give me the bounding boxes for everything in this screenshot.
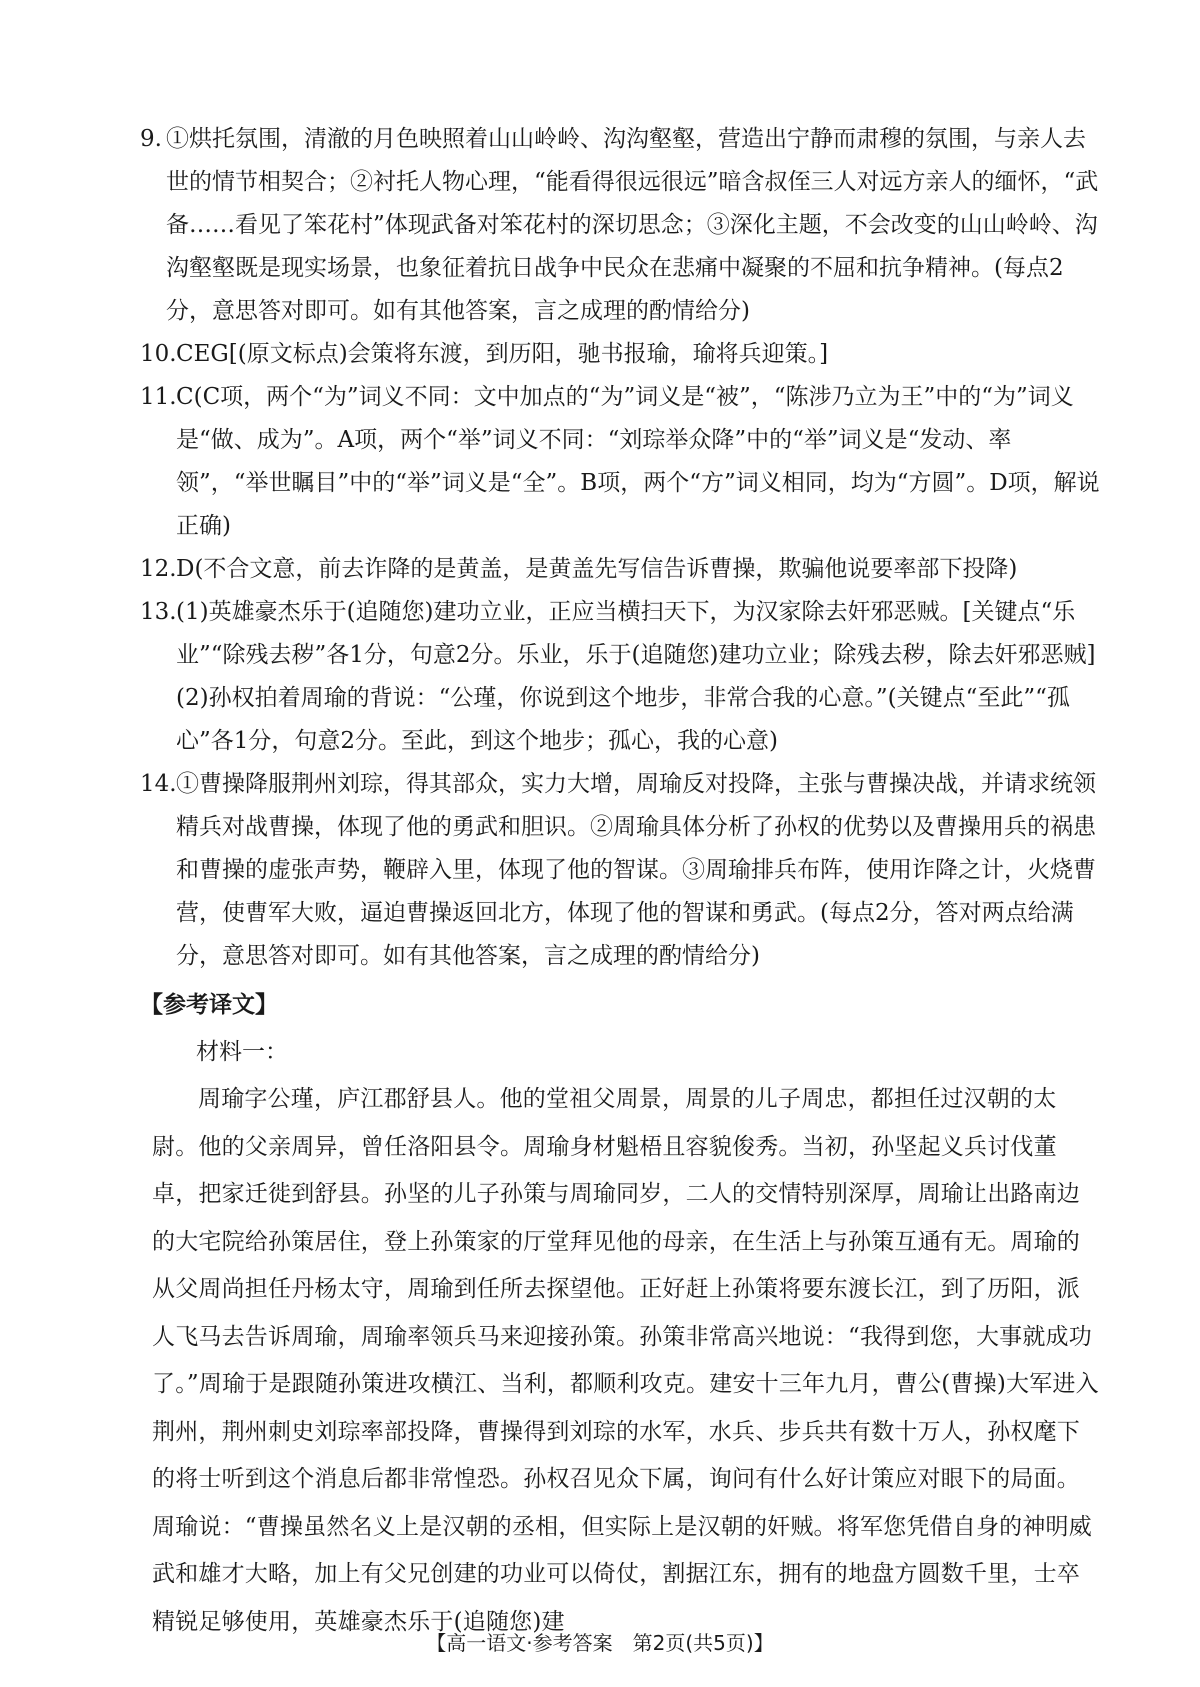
answer-number: 12. [140, 556, 177, 582]
answer-text: CEG[(原文标点)会策将东渡，到历阳，驰书报瑜，瑜将兵迎策。] [176, 341, 829, 367]
section-title: 【参考译文】 [140, 992, 278, 1018]
answer-number: 10. [140, 341, 177, 367]
answer-item-14 [140, 763, 1100, 978]
answer-number: 14. [140, 771, 177, 797]
translation-paragraph: 周瑜字公瑾，庐江郡舒县人。他的堂祖父周景，周景的儿子周忠，都担任过汉朝的太尉。他的父亲周异，曾任洛阳县令。周瑜身材魁梧且容貌俊秀。当初，孙坚起义兵讨伐董卓，把家迁徙到舒县。孙坚的儿子孙策与周瑜同岁，二人的交情特别深厚，周瑜让出路南边的大宅院给孙策居住，登上孙策家的厅堂拜见他的母亲，在生活上与孙策互通有无。周瑜的从父周尚担任丹杨太守，周瑜到任所去探望他。正好赶上孙策将要东渡长江，到了历阳，派人飞马去告诉周瑜，周瑜率领兵马来迎接孙策。孙策非常高兴地说：“我得到您，大事就成功了。”周瑜于是跟随孙策进攻横江、当利，都顺利攻克。建安十三年九月，曹公(曹操)大军进入荆州，荆州刺史刘琮率部投降，曹操得到刘琮的水军，水兵、步兵共有数十万人，孙权麾下的将士听到这个消息后都非常惶恐。孙权召见众下属，询问有什么好计策应对眼下的局面。周瑜说：“曹操虽然名义上是汉朝的丞相，但实际上是汉朝的奸贼。将军您凭借自身的神明威武和雄才大略，加上有父兄创建的功业可以倚仗，割据江东，拥有的地盘方圆数千里，士卒精锐足够使用，英雄豪杰乐于(追随您)建 [152, 1086, 1099, 1635]
answer-text: ①曹操降服荆州刘琮，得其部众，实力大增，周瑜反对投降，主张与曹操决战，并请求统领精兵对战曹操，体现了他的勇武和胆识。②周瑜具体分析了孙权的优势以及曹操用兵的祸患和曹操的虚张声势，鞭辟入里，体现了他的智谋。③周瑜排兵布阵，使用诈降之计，火烧曹营，使曹军大败，逼迫曹操返回北方，体现了他的智谋和勇武。(每点2分，答对两点给满分，意思答对即可。如有其他答案，言之成理的酌情给分) [176, 771, 1096, 969]
answer-number: 13. [140, 599, 177, 625]
material-title: 材料一： [196, 1039, 288, 1065]
answer-number: 11. [140, 384, 177, 410]
page-footer: 【高一语文·参考答案 第2页(共5页)】 [426, 1631, 774, 1655]
answer-text: ①烘托氛围，清澈的月色映照着山山岭岭、沟沟壑壑，营造出宁静而肃穆的氛围，与亲人去世的情节相契合；②衬托人物心理，“能看得很远很远”暗含叔侄三人对远方亲人的缅怀，“武备……看见了笨花村”体现武备对笨花村的深切思念；③深化主题，不会改变的山山岭岭、沟沟壑壑既是现实场景，也象征着抗日战争中民众在悲痛中凝聚的不屈和抗争精神。(每点2分，意思答对即可。如有其他答案，言之成理的酌情给分) [166, 126, 1099, 324]
answer-list [140, 118, 1100, 978]
answer-item-13 [140, 591, 1100, 763]
answer-text: C(C项，两个“为”词义不同：文中加点的“为”词义是“被”，“陈涉乃立为王”中的“为”词义是“做、成为”。A项，两个“举”词义不同：“刘琮举众降”中的“举”词义是“发动、率领”，“举世瞩目”中的“举”词义是“全”。B项，两个“方”词义相同，均为“方圆”。D项，解说正确) [176, 384, 1100, 539]
answer-text: D(不合文意，前去诈降的是黄盖，是黄盖先写信告诉曹操，欺骗他说要率部下投降) [176, 556, 1018, 582]
answer-number: 9. [140, 126, 162, 152]
answer-item-10 [140, 333, 1100, 376]
answer-text: (1)英雄豪杰乐于(追随您)建功立业，正应当横扫天下，为汉家除去奸邪恶贼。[关键点“乐业”“除残去秽”各1分，句意2分。乐业，乐于(追随您)建功立业；除残去秽，除去奸邪恶贼] (2)孙权拍着周瑜的背说：“公瑾，你说到这个地步，非常合我的心意。”(关键点“至此”“孤心”各1分，句意2分。至此，到这个地步；孤心，我的心意) [176, 599, 1096, 754]
answer-item-9 [140, 118, 1100, 333]
answer-item-12 [140, 548, 1100, 591]
answer-item-11 [140, 376, 1100, 548]
